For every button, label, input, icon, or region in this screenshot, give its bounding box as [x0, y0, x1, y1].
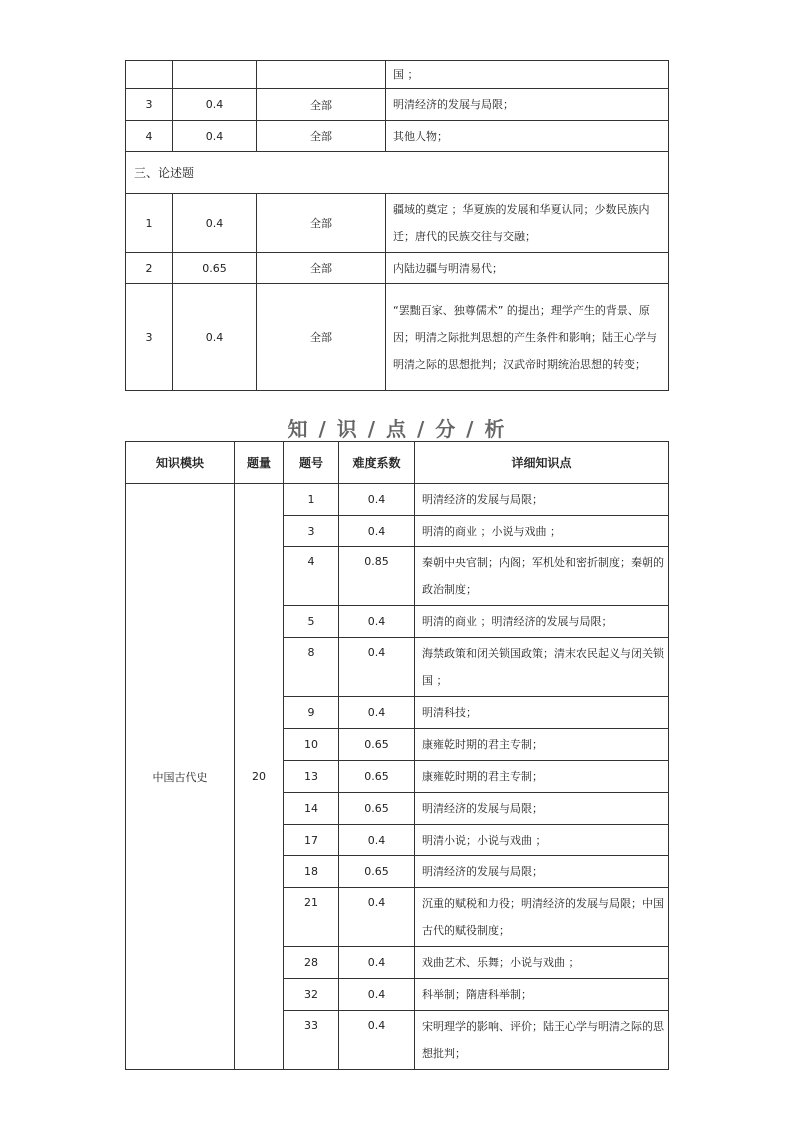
scope-cell: 全部	[257, 253, 386, 284]
scope-cell: 全部	[257, 89, 386, 121]
difficulty-cell: 0.4	[339, 697, 415, 729]
detail-cell: 明清经济的发展与局限；	[415, 793, 669, 825]
detail-cell: 秦朝中央官制；内阁；军机处和密折制度；秦朝的政治制度；	[415, 547, 669, 606]
detail-cell: 明清经济的发展与局限；	[415, 484, 669, 516]
difficulty-cell: 0.4	[173, 89, 257, 121]
question-number: 8	[284, 638, 339, 697]
scope-cell: 全部	[257, 194, 386, 253]
detail-cell: 海禁政策和闭关锁国政策；清末农民起义与闭关锁国 ；	[415, 638, 669, 697]
difficulty-cell: 0.65	[339, 729, 415, 761]
knowledge-point-table	[125, 441, 669, 1070]
table-row	[126, 121, 669, 152]
topic-cell: 明清经济的发展与局限；	[386, 89, 669, 121]
section-title: 知 / 识 / 点 / 分 / 析	[287, 417, 507, 441]
difficulty-cell: 0.4	[173, 284, 257, 391]
table-header-row	[126, 442, 669, 484]
detail-cell: 明清科技；	[415, 697, 669, 729]
question-number: 9	[284, 697, 339, 729]
column-header: 详细知识点	[415, 442, 669, 484]
topic-cell: “罢黜百家、独尊儒术” 的提出；理学产生的背景、原因；明清之际批判思想的产生条件和影响；陆王心学与明清之际的思想批判；汉武帝时期统治思想的转变；	[386, 284, 669, 391]
column-header: 知识模块	[126, 442, 235, 484]
question-number: 4	[126, 121, 173, 152]
topic-cell: 疆域的奠定 ；华夏族的发展和华夏认同；少数民族内迁；唐代的民族交往与交融；	[386, 194, 669, 253]
question-number: 5	[284, 606, 339, 638]
difficulty-cell: 0.65	[339, 856, 415, 888]
difficulty-cell: 0.65	[173, 253, 257, 284]
difficulty-cell: 0.85	[339, 547, 415, 606]
question-number: 10	[284, 729, 339, 761]
detail-cell: 戏曲艺术、乐舞；小说与戏曲 ；	[415, 947, 669, 979]
question-number: 1	[126, 194, 173, 253]
difficulty-cell: 0.4	[339, 516, 415, 547]
difficulty-cell: 0.4	[173, 194, 257, 253]
topic-cell: 内陆边疆与明清易代；	[386, 253, 669, 284]
module-cell: 中国古代史	[126, 484, 235, 1070]
question-number: 13	[284, 761, 339, 793]
question-number: 32	[284, 979, 339, 1011]
detail-cell: 宋明理学的影响、评价；陆王心学与明清之际的思想批判；	[415, 1011, 669, 1070]
exam-table-continued	[125, 60, 669, 391]
scope-cell: 全部	[257, 284, 386, 391]
topic-cell: 其他人物；	[386, 121, 669, 152]
difficulty-cell: 0.4	[339, 947, 415, 979]
detail-cell: 科举制；隋唐科举制；	[415, 979, 669, 1011]
question-number: 33	[284, 1011, 339, 1070]
question-number: 3	[126, 284, 173, 391]
detail-cell: 明清经济的发展与局限；	[415, 856, 669, 888]
detail-cell: 明清的商业 ；明清经济的发展与局限；	[415, 606, 669, 638]
question-number: 2	[126, 253, 173, 284]
difficulty-cell: 0.65	[339, 793, 415, 825]
question-number: 21	[284, 888, 339, 947]
difficulty-cell: 0.4	[339, 979, 415, 1011]
question-number: 4	[284, 547, 339, 606]
difficulty-cell: 0.65	[339, 761, 415, 793]
count-cell: 20	[235, 484, 284, 1070]
table-row	[126, 253, 669, 284]
difficulty-cell: 0.4	[339, 825, 415, 856]
difficulty-cell: 0.4	[339, 1011, 415, 1070]
question-number: 1	[284, 484, 339, 516]
difficulty-cell: 0.4	[339, 606, 415, 638]
detail-cell: 康雍乾时期的君主专制；	[415, 761, 669, 793]
detail-cell: 明清小说；小说与戏曲 ；	[415, 825, 669, 856]
difficulty-cell: 0.4	[173, 121, 257, 152]
table-row	[126, 284, 669, 391]
detail-cell: 康雍乾时期的君主专制；	[415, 729, 669, 761]
section-label: 三、论述题	[126, 152, 669, 194]
topic-cell: 国 ；	[386, 61, 669, 89]
scope-cell: 全部	[257, 121, 386, 152]
table-row	[126, 89, 669, 121]
section-row	[126, 152, 669, 194]
question-number: 3	[284, 516, 339, 547]
column-header: 题量	[235, 442, 284, 484]
column-header: 题号	[284, 442, 339, 484]
question-number: 17	[284, 825, 339, 856]
table-row	[126, 194, 669, 253]
question-number: 3	[126, 89, 173, 121]
question-number: 14	[284, 793, 339, 825]
table-row	[126, 484, 669, 516]
table-row	[126, 61, 669, 89]
difficulty-cell: 0.4	[339, 638, 415, 697]
detail-cell: 沉重的赋税和力役；明清经济的发展与局限；中国古代的赋役制度；	[415, 888, 669, 947]
column-header: 难度系数	[339, 442, 415, 484]
difficulty-cell: 0.4	[339, 888, 415, 947]
question-number: 28	[284, 947, 339, 979]
difficulty-cell: 0.4	[339, 484, 415, 516]
detail-cell: 明清的商业 ；小说与戏曲 ；	[415, 516, 669, 547]
question-number: 18	[284, 856, 339, 888]
